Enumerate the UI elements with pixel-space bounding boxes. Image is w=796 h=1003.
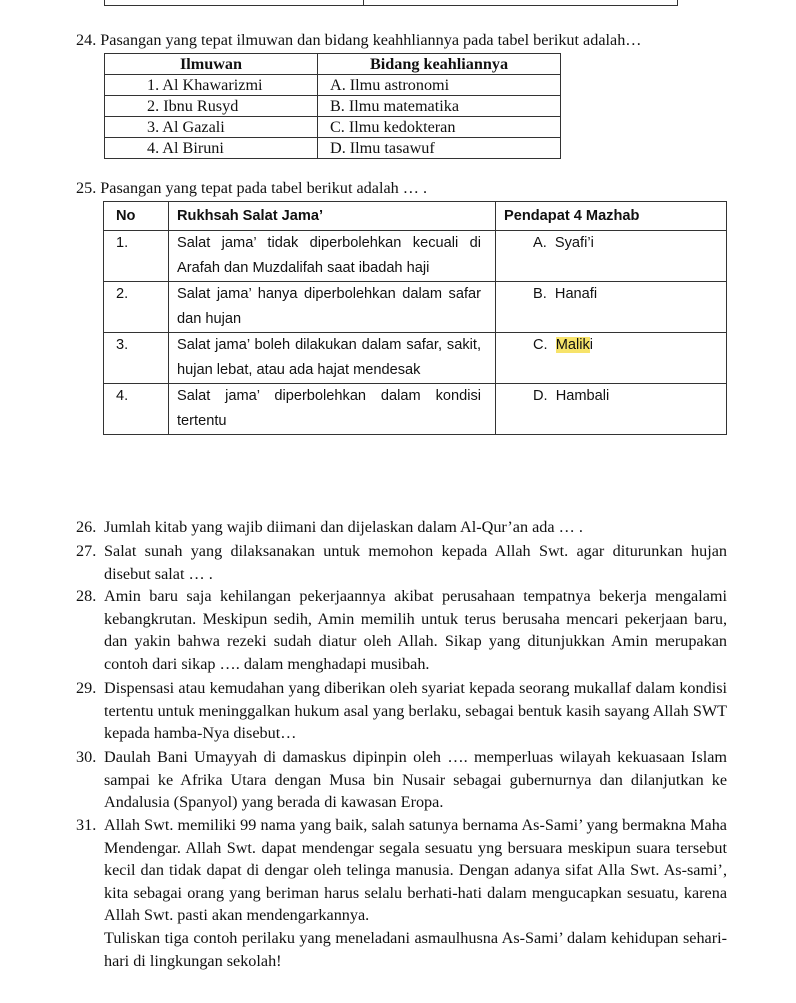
cell-ilmuwan: 3. Al Gazali	[105, 117, 318, 138]
question-text: Daulah Bani Umayyah di damaskus dipinpin oleh …. memperluas wilayah kekuasaan Islam sampai ke Afrika Utara dengan Musa bin Nusair sebagai gubernurnya dan dilanjutkan ke Andalusia (Spanyol) yang berada di kawasan Eropa.	[104, 748, 727, 812]
question-31	[76, 814, 727, 972]
question-number: 27.	[76, 542, 97, 560]
question-instruction: Tuliskan tiga contoh perilaku yang meneladani asmaulhusna As-Sami’ dalam kehidupan sehari-hari di lingkungan sekolah!	[104, 928, 727, 970]
cell-bidang: B. Ilmu matematika	[318, 96, 561, 117]
cell-ilmuwan: 4. Al Biruni	[105, 138, 318, 159]
cell-no: 1.	[104, 231, 169, 282]
header-mazhab: Pendapat 4 Mazhab	[496, 202, 727, 231]
table-rukhsah	[103, 201, 727, 435]
header-rukhsah: Rukhsah Salat Jama’	[169, 202, 496, 231]
highlighted-text: Malik	[555, 337, 590, 353]
cell-rukhsah: Salat jama’ boleh dilakukan dalam safar, sakit, hujan lebat, atau ada hajat mendesak	[169, 333, 496, 384]
cell-mazhab	[496, 333, 727, 384]
table-row	[105, 96, 561, 117]
question-25	[76, 179, 427, 198]
cell-ilmuwan: 2. Ibnu Rusyd	[105, 96, 318, 117]
previous-table-remnant	[104, 0, 678, 6]
table-row	[104, 282, 727, 333]
cell-no: 3.	[104, 333, 169, 384]
mazhab-name: Syafi’i	[554, 235, 594, 251]
table-row	[105, 75, 561, 96]
option-letter: A.	[533, 235, 547, 251]
cell-rukhsah: Salat jama’ tidak diperbolehkan kecuali di Arafah dan Muzdalifah saat ibadah haji	[169, 231, 496, 282]
question-number: 30.	[76, 748, 97, 766]
mazhab-name: Hambali	[555, 388, 610, 404]
option-letter: D.	[533, 388, 548, 404]
cell-rukhsah: Salat jama’ diperbolehkan dalam kondisi tertentu	[169, 384, 496, 435]
question-24	[76, 31, 641, 50]
cell-ilmuwan: 1. Al Khawarizmi	[105, 75, 318, 96]
question-text: Amin baru saja kehilangan pekerjaannya akibat perusahaan tempatnya bekerja mengalami kebangkrutan. Meskipun sedih, Amin memilih untuk terus berusaha mencari pekerjaan baru, dan yakin bahwa rezeki sudah diatur oleh Allah. Sikap yang ditunjukkan Amin merupakan contoh dari sikap …. dalam menghadapi musibah.	[104, 587, 727, 673]
cell-bidang: D. Ilmu tasawuf	[318, 138, 561, 159]
header-bidang: Bidang keahliannya	[318, 54, 561, 75]
question-text: Salat sunah yang dilaksanakan untuk memohon kepada Allah Swt. agar diturunkan hujan disebut salat … .	[104, 542, 727, 583]
question-26	[76, 516, 727, 539]
question-number: 31.	[76, 816, 97, 834]
table-row	[104, 333, 727, 384]
header-ilmuwan: Ilmuwan	[105, 54, 318, 75]
question-text: Allah Swt. memiliki 99 nama yang baik, salah satunya bernama As-Sami’ yang bermakna Maha Mendengar. Allah Swt. dapat mendengar segala sesuatu yng bersuara meskipun suara tersebut kecil dan tidak dapat di dengar oleh telinga manusia. Dengan adanya sifat Alla Swt. As-sami’, kita sebagai orang yang beriman harus selalu berhati-hati dalam mengucapkan sesuatu, karena Allah Swt. pasti akan mendengarkannya.	[104, 816, 727, 925]
question-number: 29.	[76, 679, 97, 697]
question-number: 26.	[76, 518, 97, 536]
mazhab-name: Hanafi	[554, 286, 598, 302]
cell-mazhab	[496, 282, 727, 333]
cell-bidang: C. Ilmu kedokteran	[318, 117, 561, 138]
table-header-row	[105, 54, 561, 75]
question-27	[76, 540, 727, 585]
question-28	[76, 585, 727, 675]
question-number: 28.	[76, 587, 97, 605]
table-row	[105, 138, 561, 159]
table-divider	[363, 0, 364, 5]
header-no: No	[104, 202, 169, 231]
table-row	[105, 117, 561, 138]
table-ilmuwan	[104, 53, 561, 159]
table-row	[104, 384, 727, 435]
table-header-row	[104, 202, 727, 231]
cell-mazhab	[496, 231, 727, 282]
option-letter: C.	[533, 337, 548, 353]
question-text: Jumlah kitab yang wajib diimani dan dijelaskan dalam Al-Qur’an ada … .	[104, 518, 583, 536]
cut-off-text	[395, 0, 527, 1]
mazhab-name-rest: i	[589, 337, 594, 353]
cell-no: 4.	[104, 384, 169, 435]
question-number: 24.	[76, 31, 97, 49]
cell-rukhsah: Salat jama’ hanya diperbolehkan dalam safar dan hujan	[169, 282, 496, 333]
table-row	[104, 231, 727, 282]
question-text: Dispensasi atau kemudahan yang diberikan oleh syariat kepada seorang mukallaf dalam kondisi tertentu untuk meninggalkan hukum asal yang berlaku, sebagai bentuk kasih sayang Allah SWT kepada hamba-Nya disebut…	[104, 679, 727, 743]
option-letter: B.	[533, 286, 547, 302]
question-text: Pasangan yang tepat ilmuwan dan bidang keahhliannya pada tabel berikut adalah…	[100, 31, 642, 49]
cell-bidang: A. Ilmu astronomi	[318, 75, 561, 96]
cell-no: 2.	[104, 282, 169, 333]
question-29	[76, 677, 727, 745]
question-number: 25.	[76, 179, 97, 197]
question-text: Pasangan yang tepat pada tabel berikut adalah … .	[100, 179, 428, 197]
cell-mazhab	[496, 384, 727, 435]
question-30	[76, 746, 727, 814]
